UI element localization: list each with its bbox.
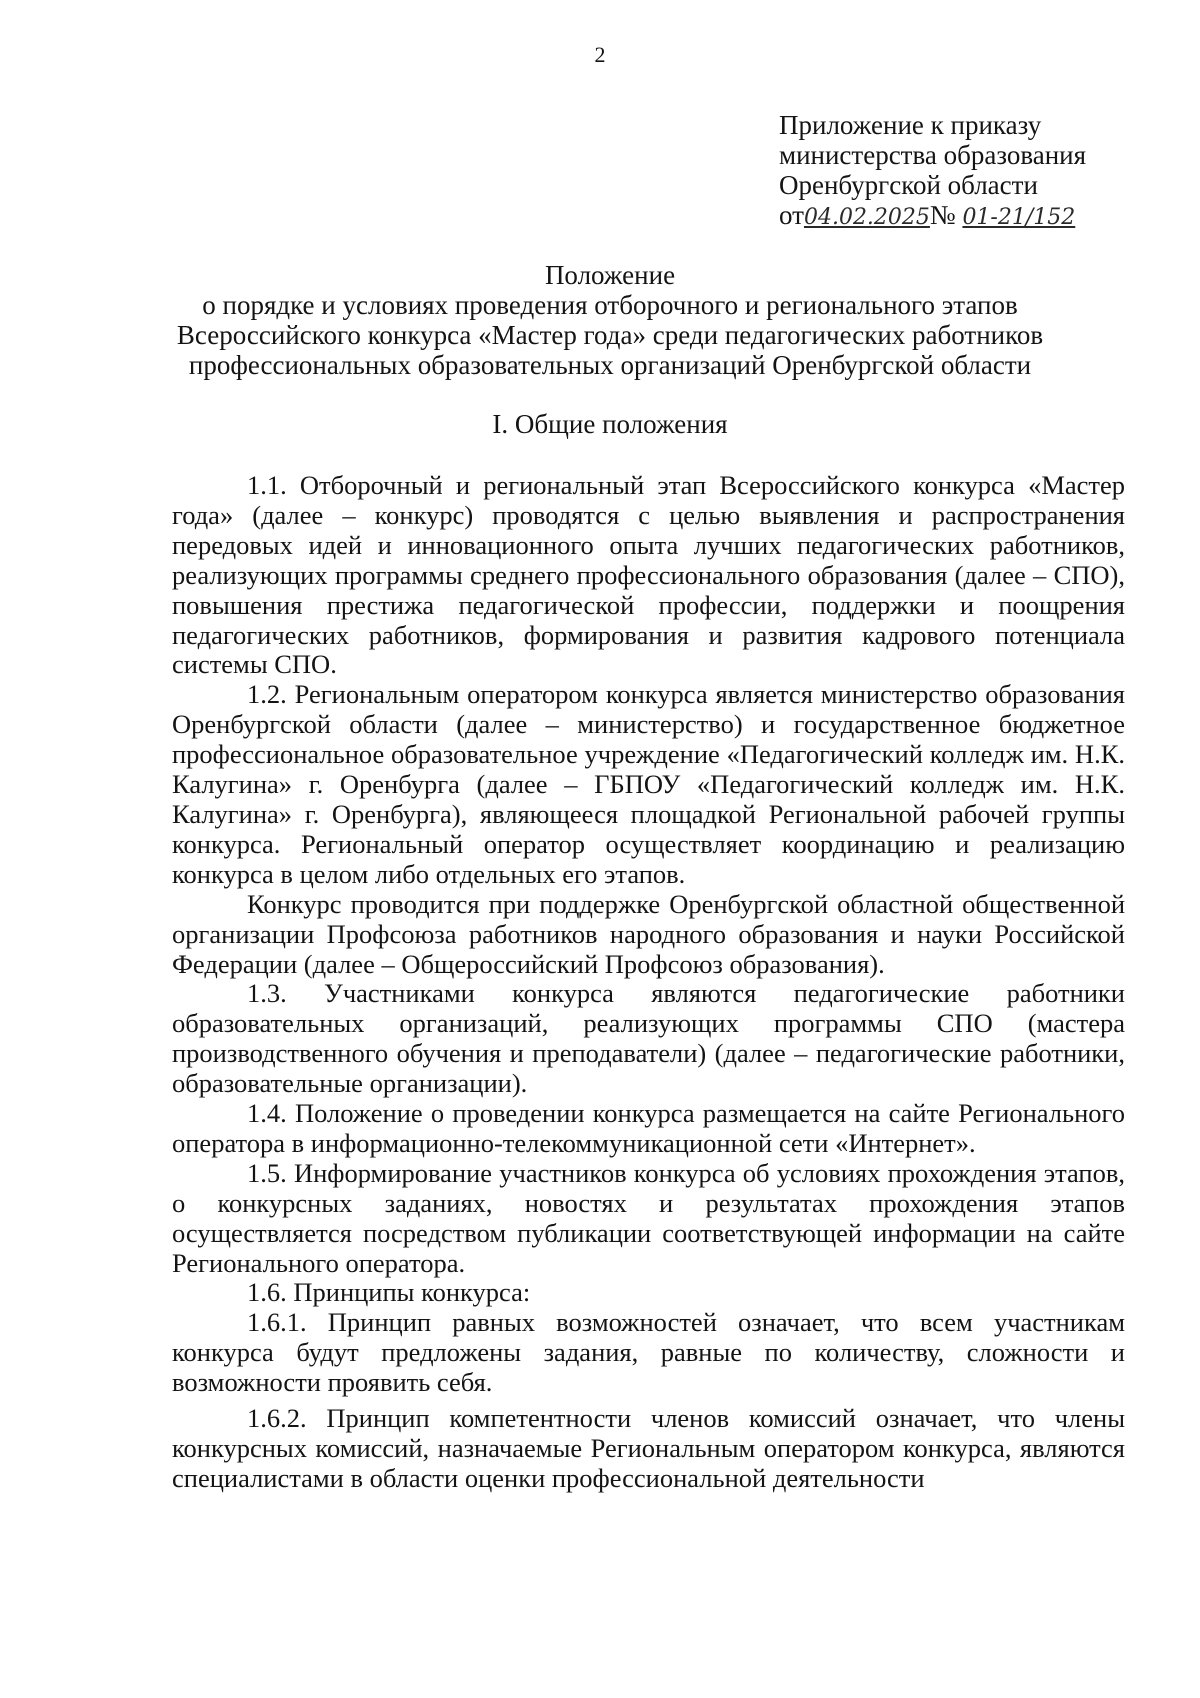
paragraph-1-5: 1.5. Информирование участников конкурса об условиях прохождения этапов, о конкурсных заданиях, новостях и результатах прохождения этапов осуществляется посредством публикации соответствующей информации на сайте Регионального оператора. <box>172 1157 1125 1278</box>
handwritten-number: 01-21/152 <box>962 205 1076 230</box>
paragraph-1-1: 1.1. Отборочный и региональный этап Всероссийского конкурса «Мастер года» (далее – конкурс) проводятся с целью выявления и распространения передовых идей и инновационного опыта лучших педагогических работников, реализующих программы среднего профессионального образования (далее – СПО), повышения престижа педагогической профессии, поддержки и поощрения педагогических работников, формирования и развития кадрового потенциала системы СПО. <box>172 470 1125 680</box>
body-text <box>172 471 1125 1494</box>
appendix-line-2: министерства образования <box>779 140 1087 170</box>
title-line-1: о порядке и условиях проведения отборочного и регионального этапов <box>202 290 1018 320</box>
date-prefix: от <box>779 200 804 230</box>
appendix-line-1: Приложение к приказу <box>779 110 1042 140</box>
paragraph-1-2: 1.2. Региональным оператором конкурса является министерство образования Оренбургской области (далее – министерство) и государственное бюджетное профессиональное образовательное учреждение «Педагогический колледж им. Н.К. Калугина» г. Оренбурга (далее – ГБПОУ «Педагогический колледж им. Н.К. Калугина» г. Оренбурга), являющееся площадкой Региональной рабочей группы конкурса. Региональный оператор осуществляет координацию и реализацию конкурса в целом либо отдельных его этапов. <box>172 679 1125 889</box>
number-sign: № <box>929 200 956 230</box>
paragraph-1-3: 1.3. Участниками конкурса являются педагогические работники образовательных организаций, реализующих программы СПО (мастера производственного обучения и преподаватели) (далее – педагогические работники, образовательные организации). <box>172 978 1125 1099</box>
appendix-line-3: Оренбургской области <box>779 170 1038 200</box>
title-line-3: профессиональных образовательных организаций Оренбургской области <box>188 350 1032 380</box>
paragraph-support: Конкурс проводится при поддержке Оренбургской областной общественной организации Профсоюза работников народного образования и науки Российской Федерации (далее – Общероссийский Профсоюз образования). <box>172 888 1125 979</box>
document-title <box>140 260 1080 380</box>
handwritten-date: 04.02.2025 <box>803 205 930 230</box>
paragraph-1-4: 1.4. Положение о проведении конкурса размещается на сайте Регионального оператора в информационно-телекоммуникационной сети «Интернет». <box>172 1098 1125 1158</box>
page-number: 2 <box>594 42 606 67</box>
paragraph-1-6-2: 1.6.2. Принцип компетентности членов комиссий означает, что члены конкурсных комиссий, назначаемые Региональным оператором конкурса, являются специалистами в области оценки профессиональной деятельности <box>172 1403 1125 1493</box>
appendix-date-line <box>779 200 1086 233</box>
paragraph-1-6-1: 1.6.1. Принцип равных возможностей означает, что всем участникам конкурса будут предложены задания, равные по количеству, сложности и возможности проявить себя. <box>172 1307 1125 1398</box>
title-line-2: Всероссийского конкурса «Мастер года» среди педагогических работников <box>176 320 1044 350</box>
paragraph-1-6: 1.6. Принципы конкурса: <box>247 1277 531 1308</box>
title-heading: Положение <box>544 260 676 290</box>
section-heading: I. Общие положения <box>492 409 728 439</box>
appendix-block <box>779 110 1086 233</box>
